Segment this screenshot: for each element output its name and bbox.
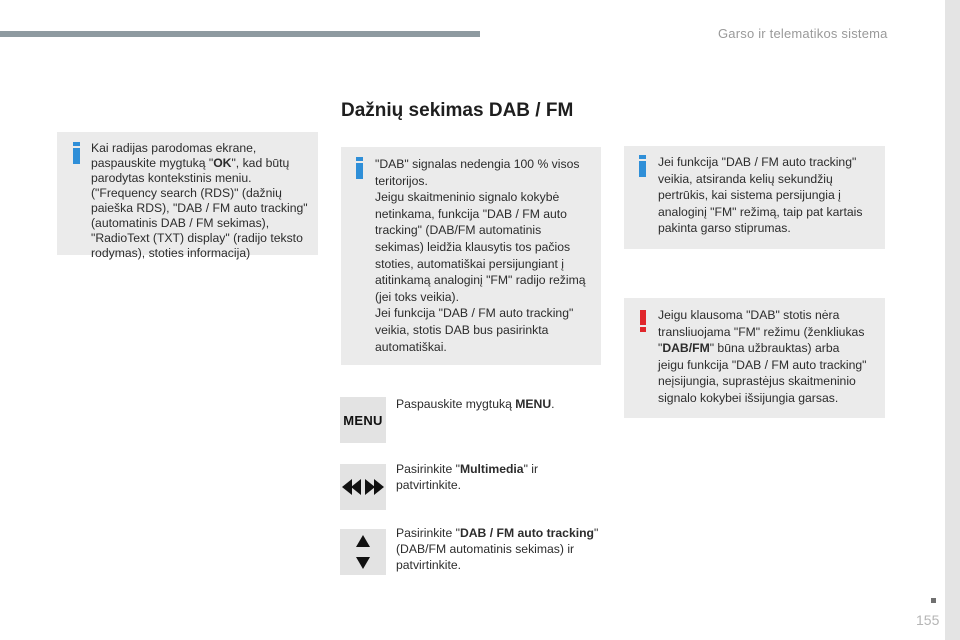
- middle-info-line: "DAB" signalas nedengia 100 % visos: [375, 157, 580, 171]
- middle-info-line: teritorijos.: [375, 173, 428, 188]
- step-2-text: Pasirinkite "Multimedia" ir patvirtinkite.: [396, 462, 539, 492]
- middle-info-line: (jei toks veikia).: [375, 289, 459, 304]
- menu-button-label: MENU: [343, 412, 383, 428]
- skip-arrows-button[interactable]: [340, 464, 386, 510]
- menu-button[interactable]: [340, 397, 386, 443]
- middle-info-line: automatiškai.: [375, 339, 447, 354]
- middle-info-line: netinkama, funkcija "DAB / FM auto: [375, 206, 567, 221]
- warning-box: [624, 298, 885, 418]
- warning-line: neįsijungia, suprastėjus skaitmeninio: [658, 374, 856, 389]
- info-box-left: [57, 132, 318, 260]
- warning-line: signalo kokybei išsijungia garsas.: [658, 390, 839, 405]
- middle-info-line: veikia, stotis DAB bus pasirinkta: [375, 322, 549, 337]
- middle-info-line: Jei funkcija "DAB / FM auto tracking": [375, 306, 574, 321]
- left-info-line: (automatinis DAB / FM sekimas),: [91, 216, 270, 230]
- section-title: Dažnių sekimas DAB / FM: [341, 100, 574, 121]
- left-info-line: parodytas kontekstinis meniu.: [91, 171, 252, 185]
- left-info-line: Kai radijas parodomas ekrane,: [91, 141, 257, 155]
- left-info-line: paieška RDS), "DAB / FM auto tracking": [91, 201, 308, 215]
- skip-arrows-icon: [341, 477, 385, 497]
- page-edge-strip: [945, 0, 960, 640]
- warning-line: transliuojama "FM" režimu (ženkliukas: [658, 324, 865, 339]
- warning-line: Jeigu klausoma "DAB" stotis nėra: [658, 308, 840, 322]
- info-icon: [356, 157, 363, 179]
- middle-info-line: tracking" (DAB/FM automatinis: [375, 223, 542, 238]
- header-title: Garso ir telematikos sistema: [718, 26, 888, 41]
- right-info-line: analoginį "FM" režimą, taip pat kartais: [658, 204, 863, 219]
- warning-icon: [640, 310, 646, 332]
- left-info-line: "RadioText (TXT) display" (radijo teksto: [91, 231, 303, 245]
- right-info-line: veikia, atsiranda kelių sekundžių: [658, 171, 833, 186]
- middle-info-line: stoties, automatiškai persijungiant į: [375, 256, 565, 271]
- left-info-line: rodymas), stoties informacija): [91, 246, 251, 260]
- info-box-right: [624, 146, 885, 249]
- page-number: 155: [916, 612, 940, 628]
- middle-info-line: sekimas) leidžia klausytis tos pačios: [375, 239, 571, 254]
- info-box-middle: [341, 147, 601, 365]
- page-marker: [931, 598, 936, 603]
- step-3-text: Pasirinkite "DAB / FM auto tracking" (DAB/FM automatinis sekimas) ir patvirtinkite.: [396, 526, 599, 572]
- right-info-line: Jei funkcija "DAB / FM auto tracking": [658, 155, 857, 169]
- right-info-line: pertrūkis, kai sistema persijungia į: [658, 188, 841, 203]
- middle-info-line: Jeigu skaitmeninio signalo kokybė: [375, 190, 560, 205]
- warning-line: "DAB/FM" būna užbrauktas) arba: [658, 341, 840, 356]
- up-down-arrows-button[interactable]: [340, 529, 386, 575]
- warning-line: jeigu funkcija "DAB / FM auto tracking": [658, 357, 867, 372]
- header-bar: [0, 31, 480, 37]
- left-info-line: ("Frequency search (RDS)" (dažnių: [91, 186, 282, 200]
- info-icon: [73, 142, 80, 164]
- right-info-line: pakinta garso stiprumas.: [658, 221, 791, 236]
- step-1-text: Paspauskite mygtuką MENU.: [396, 397, 555, 411]
- middle-info-line: atitinkamą analoginį "FM" radijo režimą: [375, 273, 586, 288]
- info-icon: [639, 155, 646, 177]
- up-down-arrows-icon: [353, 532, 373, 572]
- left-info-line: paspauskite mygtuką "OK", kad būtų: [91, 156, 290, 170]
